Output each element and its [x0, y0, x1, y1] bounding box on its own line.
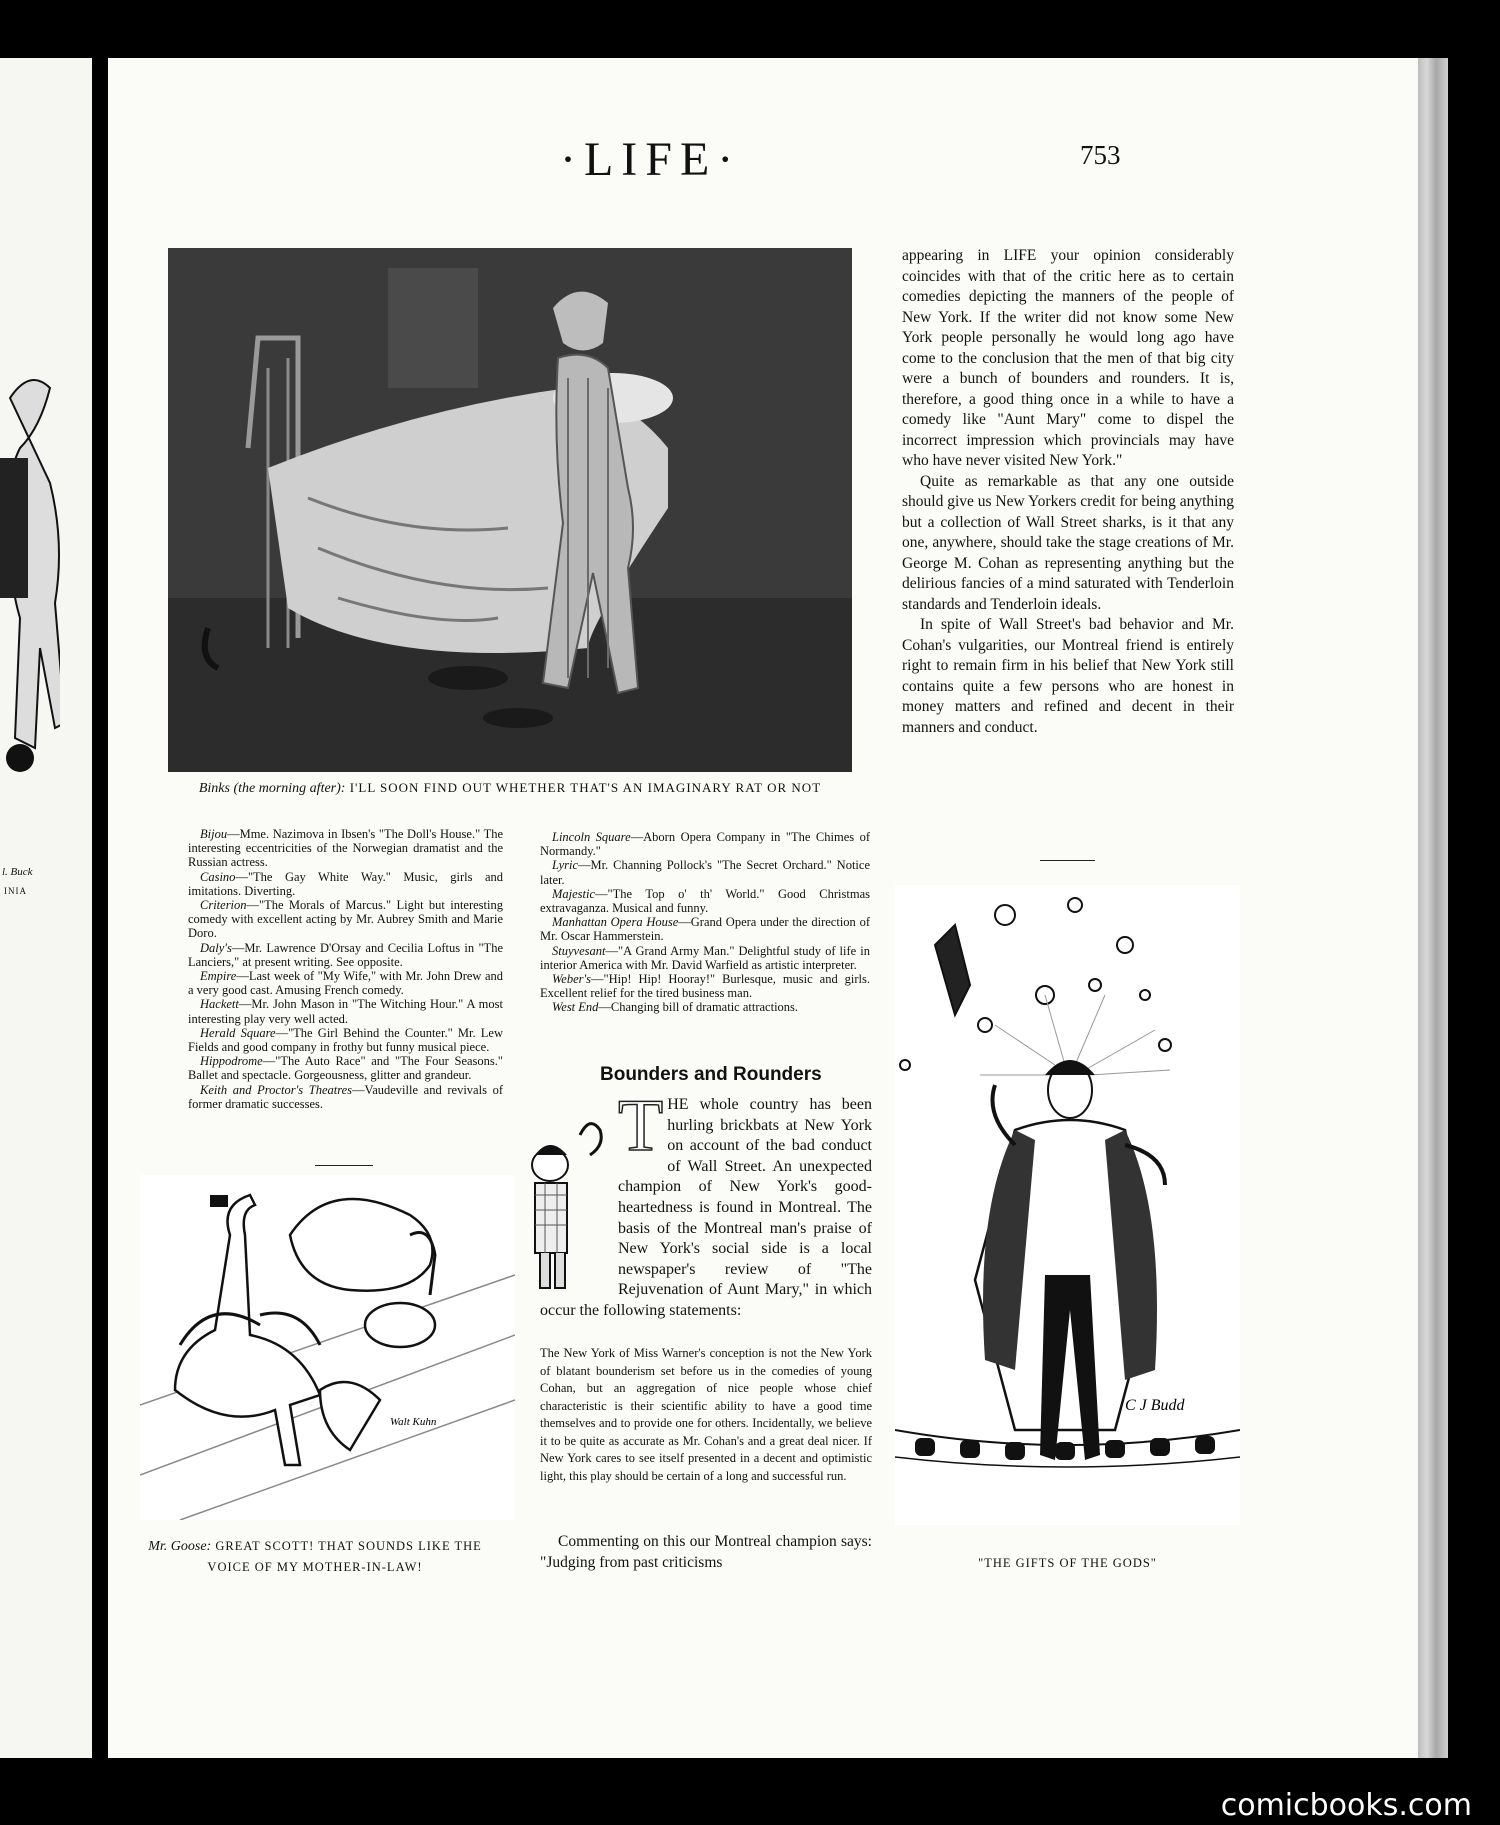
goose-caption-speaker: Mr. Goose:: [148, 1539, 212, 1554]
article-intro: [540, 1085, 872, 1322]
goose-cartoon-art: [140, 1175, 515, 1520]
gods-caption: "THE GIFTS OF THE GODS": [978, 1556, 1157, 1570]
listing-item: Casino—"The Gay White Way." Music, girls and imitations. Diverting.: [188, 869, 503, 898]
listing-item: Bijou—Mme. Nazimova in Ibsen's "The Doll's House." The interesting eccentricities of the Norwegian dramatist and the Russian actress.: [188, 827, 503, 870]
watermark: comicbooks.com: [1220, 1788, 1472, 1823]
theatre-listings-mid: [540, 830, 870, 1015]
article-para2-start: [540, 1532, 872, 1573]
para3-text: Quite as remarkable as that any one outside should give us New Yorkers credit for being anything but a collection of Wall Street sharks, is it that any one, anywhere, should take the stage creations of Mr. George M. Cohan as representing anything but the delirious fancies of a mind saturated with Tenderloin standards and Tenderloin ideals.: [902, 472, 1234, 613]
article-dropcap: T: [618, 1085, 664, 1167]
article-quote: The New York of Miss Warner's conception is not the New York of blatant bounderism set before us in the comedies of young Cohan, but an aggregation of nice people whose chief characteristic is their scientific ability to have a good time themselves and to provide one for others. Incidentally, we believe it to be quite as accurate as Mr. Cohan's and a great deal nicer. If New York cares to see itself presented in a decent and optimistic light, this play should be certain of a long and successful run.: [540, 1346, 872, 1483]
left-caption-line1: l. Buck: [2, 866, 33, 878]
listing-item: Hackett—Mr. John Mason in "The Witching Hour." A most interesting play very well acted.: [188, 997, 503, 1026]
listing-item: Daly's—Mr. Lawrence D'Orsay and Cecilia Loftus in "The Lanciers," at present writing. See opposite.: [188, 940, 503, 969]
listing-item: Lyric—Mr. Channing Pollock's "The Secret Orchard." Notice later.: [540, 858, 870, 887]
para2-start-text: Commenting on this our Montreal champion says: "Judging from past criticisms: [540, 1533, 872, 1571]
para2-cont-text: appearing in LIFE your opinion considerably coincides with that of the critic here as to certain comedies depicting the manners of the people of New York. If the writer did not know some New York people personally he would long ago have come to the conclusion that the men of that big city were a bunch of bounders and rounders. It is, therefore, a good thing once in a while to have a comedy like "Aunt Mary" come to dispel the incorrect impression which provincials may have who have never visited New York.": [902, 247, 1234, 469]
article-headline: Bounders and Rounders: [600, 1064, 822, 1085]
page-title: ·LIFE·: [560, 133, 742, 186]
bedroom-illustration-art: [168, 248, 852, 772]
listing-item: Hippodrome—"The Auto Race" and "The Four Seasons." Ballet and spectacle. Gorgeousness, glitter and grandeur.: [188, 1054, 503, 1083]
bedroom-caption: [168, 780, 852, 797]
goose-signature: Walt Kuhn: [390, 1416, 437, 1428]
theatre-listings-left: [188, 827, 503, 1111]
gods-cartoon-art: [895, 885, 1240, 1525]
divider-left: [315, 1165, 373, 1166]
left-cartoon-fragment: [0, 338, 60, 808]
article-right-column: [902, 246, 1234, 738]
bedroom-caption-text: I'LL SOON FIND OUT WHETHER THAT'S AN IMAGINARY RAT OR NOT: [349, 780, 822, 795]
page-number: 753: [1080, 140, 1121, 170]
listing-item: Criterion—"The Morals of Marcus." Light but interesting comedy with excellent acting by Mr. Aubrey Smith and Marie Doro.: [188, 898, 503, 941]
listing-item: Keith and Proctor's Theatres—Vaudeville and revivals of former dramatic successes.: [188, 1082, 503, 1111]
listing-item: Lincoln Square—Aborn Opera Company in "The Chimes of Normandy.": [540, 830, 870, 859]
left-page-fragment: [0, 58, 92, 1758]
divider-right: [1040, 860, 1095, 861]
listing-item: Weber's—"Hip! Hip! Hooray!" Burlesque, music and girls. Excellent relief for the tired business man.: [540, 972, 870, 1001]
article-intro-text: HE whole country has been hurling brickbats at New York on account of the bad conduct of Wall Street. An unexpected champion of New York's good-heartedness is found in Montreal. The basis of the Montreal man's praise of New York's social side is a local newspaper's review of "The Rejuvenation of Aunt Mary," in which occur the following statements:: [540, 1096, 872, 1319]
goose-cartoon: [140, 1175, 515, 1520]
gods-cartoon: [895, 885, 1240, 1525]
left-caption-line2: INIA: [4, 886, 27, 896]
listing-item: Herald Square—"The Girl Behind the Counter." Mr. Lew Fields and good company in frothy but funny musical piece.: [188, 1025, 503, 1055]
listing-item: Majestic—"The Top o' th' World." Good Christmas extravaganza. Musical and funny.: [540, 886, 870, 916]
listing-item: Manhattan Opera House—Grand Opera under the direction of Mr. Oscar Hammerstein.: [540, 915, 870, 944]
page-edge: [1418, 58, 1448, 1758]
para4-text: In spite of Wall Street's bad behavior and Mr. Cohan's vulgarities, our Montreal friend is entirely right to remain firm in his belief that New York still contains quite a few persons who are honest in money matters and refined and decent in their manners and conduct.: [902, 616, 1234, 736]
gods-signature: C J Budd: [1125, 1397, 1185, 1414]
intro-spacer: [540, 1095, 618, 1293]
bedroom-caption-speaker: Binks (the morning after):: [198, 781, 346, 796]
bedroom-illustration: [168, 248, 852, 772]
goose-caption: [130, 1536, 500, 1577]
goose-caption-text: GREAT SCOTT! THAT SOUNDS LIKE THE VOICE OF MY MOTHER-IN-LAW!: [207, 1539, 482, 1574]
listing-item: West End—Changing bill of dramatic attractions.: [552, 1000, 799, 1015]
listing-item: Empire—Last week of "My Wife," with Mr. John Drew and a very good cast. Amusing French comedy.: [188, 969, 503, 998]
listing-item: Stuyvesant—"A Grand Army Man." Delightful study of life in interior America with Mr. David Warfield as artistic interpreter.: [540, 943, 870, 972]
